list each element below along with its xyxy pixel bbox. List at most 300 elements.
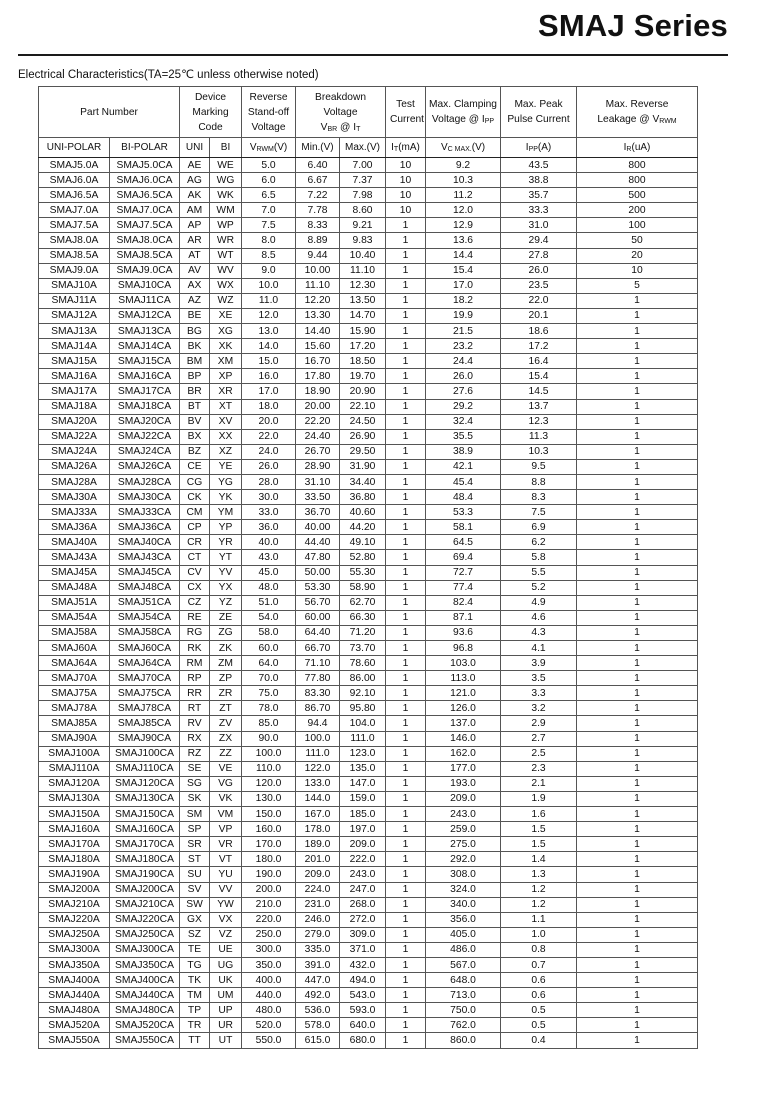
cell-bi-part: SMAJ5.0CA	[110, 158, 180, 173]
cell-test-current: 1	[386, 671, 426, 686]
cell-vbr-min: 50.00	[296, 565, 340, 580]
cell-vbr-min: 536.0	[296, 1003, 340, 1018]
cell-ir: 1	[577, 822, 698, 837]
cell-vbr-max: 8.60	[340, 203, 386, 218]
cell-uni-part: SMAJ58A	[39, 625, 110, 640]
cell-vbr-min: 231.0	[296, 897, 340, 912]
cell-test-current: 1	[386, 505, 426, 520]
cell-vrwm: 520.0	[242, 1018, 296, 1033]
cell-uni-marking: CT	[180, 550, 210, 565]
cell-vc-max: 32.4	[426, 414, 501, 429]
cell-bi-marking: WK	[210, 188, 242, 203]
cell-vbr-min: 447.0	[296, 973, 340, 988]
cell-bi-part: SMAJ130CA	[110, 791, 180, 806]
cell-vbr-max: 22.10	[340, 399, 386, 414]
header-max-reverse-leakage	[577, 87, 698, 138]
cell-vbr-min: 77.80	[296, 671, 340, 686]
cell-vc-max: 12.9	[426, 218, 501, 233]
cell-uni-part: SMAJ22A	[39, 429, 110, 444]
cell-ir: 1	[577, 550, 698, 565]
cell-vbr-max: 62.70	[340, 595, 386, 610]
cell-ir: 1	[577, 595, 698, 610]
cell-bi-marking: ZX	[210, 731, 242, 746]
cell-uni-part: SMAJ40A	[39, 535, 110, 550]
ipp-sub: PP	[528, 146, 538, 153]
cell-test-current: 10	[386, 188, 426, 203]
cell-vrwm: 58.0	[242, 625, 296, 640]
cell-uni-part: SMAJ43A	[39, 550, 110, 565]
cell-vbr-min: 111.0	[296, 746, 340, 761]
cell-ipp: 17.2	[501, 339, 577, 354]
cell-vrwm: 170.0	[242, 837, 296, 852]
cell-uni-marking: RP	[180, 671, 210, 686]
cell-vbr-max: 11.10	[340, 263, 386, 278]
cell-ir: 1	[577, 1018, 698, 1033]
cell-test-current: 1	[386, 490, 426, 505]
cell-bi-part: SMAJ190CA	[110, 867, 180, 882]
cell-vrwm: 85.0	[242, 716, 296, 731]
cell-bi-marking: UE	[210, 942, 242, 957]
cell-vrwm: 51.0	[242, 595, 296, 610]
cell-test-current: 1	[386, 384, 426, 399]
cell-ir: 1	[577, 384, 698, 399]
cell-bi-part: SMAJ210CA	[110, 897, 180, 912]
cell-uni-marking: CK	[180, 490, 210, 505]
cell-bi-part: SMAJ520CA	[110, 1018, 180, 1033]
cell-uni-part: SMAJ16A	[39, 369, 110, 384]
cell-vbr-max: 52.80	[340, 550, 386, 565]
vc-symbol: V	[440, 142, 448, 153]
cell-vc-max: 58.1	[426, 520, 501, 535]
cell-uni-marking: RR	[180, 686, 210, 701]
cell-bi-marking: YW	[210, 897, 242, 912]
cell-bi-marking: XR	[210, 384, 242, 399]
cell-vbr-max: 12.30	[340, 278, 386, 293]
cell-vrwm: 22.0	[242, 429, 296, 444]
cell-bi-marking: YP	[210, 520, 242, 535]
cell-vc-max: 26.0	[426, 369, 501, 384]
cell-vrwm: 550.0	[242, 1033, 296, 1048]
cell-uni-marking: RG	[180, 625, 210, 640]
cell-vbr-max: 24.50	[340, 414, 386, 429]
cell-vbr-min: 40.00	[296, 520, 340, 535]
cell-vbr-max: 593.0	[340, 1003, 386, 1018]
cell-ipp: 4.9	[501, 595, 577, 610]
cell-bi-part: SMAJ480CA	[110, 1003, 180, 1018]
cell-uni-marking: BX	[180, 429, 210, 444]
cell-vc-max: 11.2	[426, 188, 501, 203]
cell-vbr-min: 47.80	[296, 550, 340, 565]
cell-ipp: 29.4	[501, 233, 577, 248]
cell-vrwm: 400.0	[242, 973, 296, 988]
table-row	[39, 942, 698, 957]
cell-uni-marking: CG	[180, 474, 210, 489]
cell-uni-marking: CP	[180, 520, 210, 535]
cell-ir: 1	[577, 973, 698, 988]
cell-uni-part: SMAJ250A	[39, 927, 110, 942]
cell-vc-max: 137.0	[426, 716, 501, 731]
cell-uni-part: SMAJ180A	[39, 852, 110, 867]
ipp-symbol: I	[525, 142, 529, 153]
cell-vbr-max: 55.30	[340, 565, 386, 580]
cell-uni-part: SMAJ100A	[39, 746, 110, 761]
cell-vrwm: 36.0	[242, 520, 296, 535]
header-part-number: Part Number	[39, 87, 180, 138]
cell-ipp: 10.3	[501, 444, 577, 459]
cell-vrwm: 100.0	[242, 746, 296, 761]
cell-vc-max: 35.5	[426, 429, 501, 444]
cell-bi-part: SMAJ18CA	[110, 399, 180, 414]
electrical-characteristics-table	[38, 86, 698, 1049]
cell-vrwm: 480.0	[242, 1003, 296, 1018]
cell-vbr-min: 201.0	[296, 852, 340, 867]
cell-vc-max: 77.4	[426, 580, 501, 595]
cell-uni-marking: GX	[180, 912, 210, 927]
cell-vc-max: 23.2	[426, 339, 501, 354]
table-row	[39, 701, 698, 716]
cell-uni-marking: RX	[180, 731, 210, 746]
cell-uni-part: SMAJ45A	[39, 565, 110, 580]
cell-ipp: 33.3	[501, 203, 577, 218]
cell-vbr-max: 73.70	[340, 641, 386, 656]
cell-vrwm: 10.0	[242, 278, 296, 293]
cell-uni-marking: CR	[180, 535, 210, 550]
cell-ipp: 9.5	[501, 459, 577, 474]
cell-vrwm: 130.0	[242, 791, 296, 806]
table-row	[39, 1033, 698, 1048]
cell-vbr-min: 56.70	[296, 595, 340, 610]
cell-uni-marking: TM	[180, 988, 210, 1003]
cell-ir: 20	[577, 248, 698, 263]
cell-ir: 1	[577, 671, 698, 686]
cell-vbr-max: 34.40	[340, 474, 386, 489]
cell-uni-marking: CV	[180, 565, 210, 580]
cell-uni-marking: CM	[180, 505, 210, 520]
cell-vrwm: 350.0	[242, 957, 296, 972]
cell-uni-part: SMAJ24A	[39, 444, 110, 459]
cell-uni-part: SMAJ480A	[39, 1003, 110, 1018]
cell-bi-part: SMAJ54CA	[110, 610, 180, 625]
table-row	[39, 490, 698, 505]
cell-vrwm: 17.0	[242, 384, 296, 399]
table-row	[39, 308, 698, 323]
cell-test-current: 1	[386, 912, 426, 927]
header-breakdown-line1: Breakdown	[315, 91, 366, 103]
subheader-min: Min.(V)	[296, 138, 340, 158]
cell-vc-max: 72.7	[426, 565, 501, 580]
subheader-vrwm	[242, 138, 296, 158]
cell-vc-max: 193.0	[426, 776, 501, 791]
cell-test-current: 1	[386, 369, 426, 384]
cell-test-current: 1	[386, 1018, 426, 1033]
cell-test-current: 1	[386, 625, 426, 640]
cell-vbr-min: 178.0	[296, 822, 340, 837]
cell-vc-max: 750.0	[426, 1003, 501, 1018]
it-symbol: I	[391, 142, 394, 153]
cell-ipp: 4.1	[501, 641, 577, 656]
cell-ir: 1	[577, 731, 698, 746]
table-row	[39, 807, 698, 822]
subheader-vc	[426, 138, 501, 158]
cell-ipp: 35.7	[501, 188, 577, 203]
vrwm-symbol: V	[249, 142, 257, 153]
cell-ir: 1	[577, 897, 698, 912]
cell-uni-marking: SU	[180, 867, 210, 882]
cell-vbr-min: 144.0	[296, 791, 340, 806]
cell-vrwm: 45.0	[242, 565, 296, 580]
header-reverse-standoff: Reverse Stand-off Voltage	[242, 87, 296, 138]
cell-uni-marking: TG	[180, 957, 210, 972]
cell-bi-marking: YG	[210, 474, 242, 489]
cell-vbr-min: 13.30	[296, 308, 340, 323]
cell-vrwm: 33.0	[242, 505, 296, 520]
cell-uni-marking: AX	[180, 278, 210, 293]
vrwm-unit: (V)	[273, 142, 288, 153]
cell-bi-marking: XP	[210, 369, 242, 384]
cell-vbr-min: 15.60	[296, 339, 340, 354]
cell-vc-max: 69.4	[426, 550, 501, 565]
cell-bi-part: SMAJ400CA	[110, 973, 180, 988]
cell-bi-part: SMAJ43CA	[110, 550, 180, 565]
cell-uni-part: SMAJ300A	[39, 942, 110, 957]
table-row	[39, 822, 698, 837]
cell-test-current: 1	[386, 339, 426, 354]
cell-bi-part: SMAJ20CA	[110, 414, 180, 429]
cell-vbr-max: 36.80	[340, 490, 386, 505]
cell-uni-part: SMAJ520A	[39, 1018, 110, 1033]
cell-test-current: 1	[386, 429, 426, 444]
cell-vc-max: 96.8	[426, 641, 501, 656]
cell-ir: 1	[577, 867, 698, 882]
page-title: SMAJ Series	[537, 8, 728, 43]
at-it-symbol: @ I	[340, 121, 357, 133]
cell-bi-part: SMAJ8.5CA	[110, 248, 180, 263]
cell-bi-part: SMAJ58CA	[110, 625, 180, 640]
cell-vbr-min: 209.0	[296, 867, 340, 882]
cell-bi-part: SMAJ10CA	[110, 278, 180, 293]
cell-vbr-max: 123.0	[340, 746, 386, 761]
cell-ir: 1	[577, 354, 698, 369]
cell-uni-marking: RV	[180, 716, 210, 731]
cell-uni-part: SMAJ550A	[39, 1033, 110, 1048]
cell-ipp: 26.0	[501, 263, 577, 278]
group-header-row	[39, 87, 698, 138]
cell-bi-part: SMAJ33CA	[110, 505, 180, 520]
cell-vbr-max: 268.0	[340, 897, 386, 912]
cell-uni-marking: RZ	[180, 746, 210, 761]
cell-bi-marking: ZZ	[210, 746, 242, 761]
cell-ir: 1	[577, 293, 698, 308]
cell-ipp: 31.0	[501, 218, 577, 233]
header-breakdown-line2: Voltage	[323, 106, 358, 118]
cell-ipp: 13.7	[501, 399, 577, 414]
vbr-subscript: BR	[327, 125, 338, 133]
cell-uni-part: SMAJ190A	[39, 867, 110, 882]
cell-ipp: 0.6	[501, 988, 577, 1003]
table-row	[39, 414, 698, 429]
cell-vc-max: 45.4	[426, 474, 501, 489]
cell-test-current: 1	[386, 882, 426, 897]
cell-bi-part: SMAJ14CA	[110, 339, 180, 354]
cell-uni-part: SMAJ150A	[39, 807, 110, 822]
cell-ipp: 8.3	[501, 490, 577, 505]
cell-test-current: 1	[386, 988, 426, 1003]
table-row	[39, 293, 698, 308]
cell-bi-part: SMAJ45CA	[110, 565, 180, 580]
cell-vbr-max: 66.30	[340, 610, 386, 625]
cell-uni-part: SMAJ12A	[39, 308, 110, 323]
subheader-ipp	[501, 138, 577, 158]
cell-bi-marking: UT	[210, 1033, 242, 1048]
subheader-uni-polar: UNI-POLAR	[39, 138, 110, 158]
cell-vc-max: 48.4	[426, 490, 501, 505]
cell-bi-part: SMAJ160CA	[110, 822, 180, 837]
cell-ir: 1	[577, 957, 698, 972]
cell-ir: 1	[577, 459, 698, 474]
cell-ir: 1	[577, 791, 698, 806]
cell-uni-part: SMAJ11A	[39, 293, 110, 308]
cell-vbr-min: 28.90	[296, 459, 340, 474]
cell-bi-part: SMAJ75CA	[110, 686, 180, 701]
header-max-peak-pulse: Max. Peak Pulse Current	[501, 87, 577, 138]
cell-test-current: 1	[386, 595, 426, 610]
cell-vc-max: 93.6	[426, 625, 501, 640]
cell-ir: 1	[577, 474, 698, 489]
cell-bi-part: SMAJ8.0CA	[110, 233, 180, 248]
cell-vrwm: 7.5	[242, 218, 296, 233]
table-row	[39, 595, 698, 610]
cell-uni-part: SMAJ7.5A	[39, 218, 110, 233]
cell-ipp: 1.2	[501, 882, 577, 897]
table-row	[39, 791, 698, 806]
cell-uni-part: SMAJ64A	[39, 656, 110, 671]
cell-test-current: 1	[386, 233, 426, 248]
cell-vrwm: 90.0	[242, 731, 296, 746]
cell-vc-max: 103.0	[426, 656, 501, 671]
cell-uni-marking: SR	[180, 837, 210, 852]
cell-ir: 1	[577, 776, 698, 791]
table-row	[39, 399, 698, 414]
cell-ipp: 0.4	[501, 1033, 577, 1048]
cell-uni-part: SMAJ90A	[39, 731, 110, 746]
table-row	[39, 761, 698, 776]
cell-vrwm: 200.0	[242, 882, 296, 897]
table-row	[39, 535, 698, 550]
cell-vbr-max: 159.0	[340, 791, 386, 806]
cell-vbr-max: 71.20	[340, 625, 386, 640]
cell-vrwm: 26.0	[242, 459, 296, 474]
cell-test-current: 1	[386, 701, 426, 716]
cell-uni-part: SMAJ10A	[39, 278, 110, 293]
table-row	[39, 278, 698, 293]
table-row	[39, 852, 698, 867]
cell-ipp: 2.3	[501, 761, 577, 776]
header-breakdown-voltage	[296, 87, 386, 138]
cell-vbr-max: 7.98	[340, 188, 386, 203]
cell-vc-max: 762.0	[426, 1018, 501, 1033]
cell-vbr-max: 111.0	[340, 731, 386, 746]
cell-ir: 1	[577, 656, 698, 671]
cell-vbr-max: 371.0	[340, 942, 386, 957]
cell-bi-part: SMAJ64CA	[110, 656, 180, 671]
cell-uni-marking: BE	[180, 308, 210, 323]
cell-vc-max: 24.4	[426, 354, 501, 369]
cell-test-current: 1	[386, 550, 426, 565]
cell-vc-max: 567.0	[426, 957, 501, 972]
cell-vrwm: 16.0	[242, 369, 296, 384]
table-row	[39, 746, 698, 761]
cell-ipp: 20.1	[501, 308, 577, 323]
cell-test-current: 10	[386, 173, 426, 188]
cell-vc-max: 10.3	[426, 173, 501, 188]
cell-vbr-min: 83.30	[296, 686, 340, 701]
cell-vc-max: 648.0	[426, 973, 501, 988]
cell-vrwm: 300.0	[242, 942, 296, 957]
cell-ir: 1	[577, 1033, 698, 1048]
table-row	[39, 973, 698, 988]
table-row	[39, 173, 698, 188]
cell-bi-part: SMAJ7.5CA	[110, 218, 180, 233]
table-row	[39, 625, 698, 640]
cell-uni-part: SMAJ7.0A	[39, 203, 110, 218]
cell-bi-part: SMAJ28CA	[110, 474, 180, 489]
cell-bi-part: SMAJ9.0CA	[110, 263, 180, 278]
cell-ir: 1	[577, 610, 698, 625]
cell-vc-max: 15.4	[426, 263, 501, 278]
cell-vbr-min: 224.0	[296, 882, 340, 897]
cell-vbr-max: 26.90	[340, 429, 386, 444]
cell-ir: 1	[577, 807, 698, 822]
cell-vc-max: 38.9	[426, 444, 501, 459]
cell-bi-marking: WM	[210, 203, 242, 218]
cell-uni-part: SMAJ210A	[39, 897, 110, 912]
cell-vc-max: 292.0	[426, 852, 501, 867]
cell-ipp: 0.6	[501, 973, 577, 988]
cell-ipp: 1.2	[501, 897, 577, 912]
cell-vrwm: 15.0	[242, 354, 296, 369]
cell-vbr-max: 494.0	[340, 973, 386, 988]
cell-vc-max: 177.0	[426, 761, 501, 776]
cell-ir: 1	[577, 701, 698, 716]
cell-bi-part: SMAJ51CA	[110, 595, 180, 610]
table-row	[39, 776, 698, 791]
cell-bi-marking: ZP	[210, 671, 242, 686]
cell-vbr-min: 167.0	[296, 807, 340, 822]
vrwm-subscript: RWM	[256, 146, 274, 153]
header-test-current: Test Current	[386, 87, 426, 138]
cell-vc-max: 14.4	[426, 248, 501, 263]
cell-ir: 1	[577, 324, 698, 339]
it-unit: (mA)	[398, 142, 420, 153]
table-row	[39, 927, 698, 942]
cell-ipp: 2.1	[501, 776, 577, 791]
cell-uni-part: SMAJ400A	[39, 973, 110, 988]
cell-ir: 1	[577, 942, 698, 957]
cell-uni-part: SMAJ13A	[39, 324, 110, 339]
cell-ir: 1	[577, 686, 698, 701]
cell-ipp: 0.5	[501, 1018, 577, 1033]
cell-test-current: 1	[386, 641, 426, 656]
cell-vrwm: 8.5	[242, 248, 296, 263]
cell-ipp: 1.6	[501, 807, 577, 822]
cell-vbr-max: 309.0	[340, 927, 386, 942]
cell-vbr-max: 10.40	[340, 248, 386, 263]
cell-ir: 1	[577, 746, 698, 761]
table-row	[39, 324, 698, 339]
header-breakdown-line3	[296, 120, 385, 135]
table-row	[39, 505, 698, 520]
cell-bi-part: SMAJ7.0CA	[110, 203, 180, 218]
